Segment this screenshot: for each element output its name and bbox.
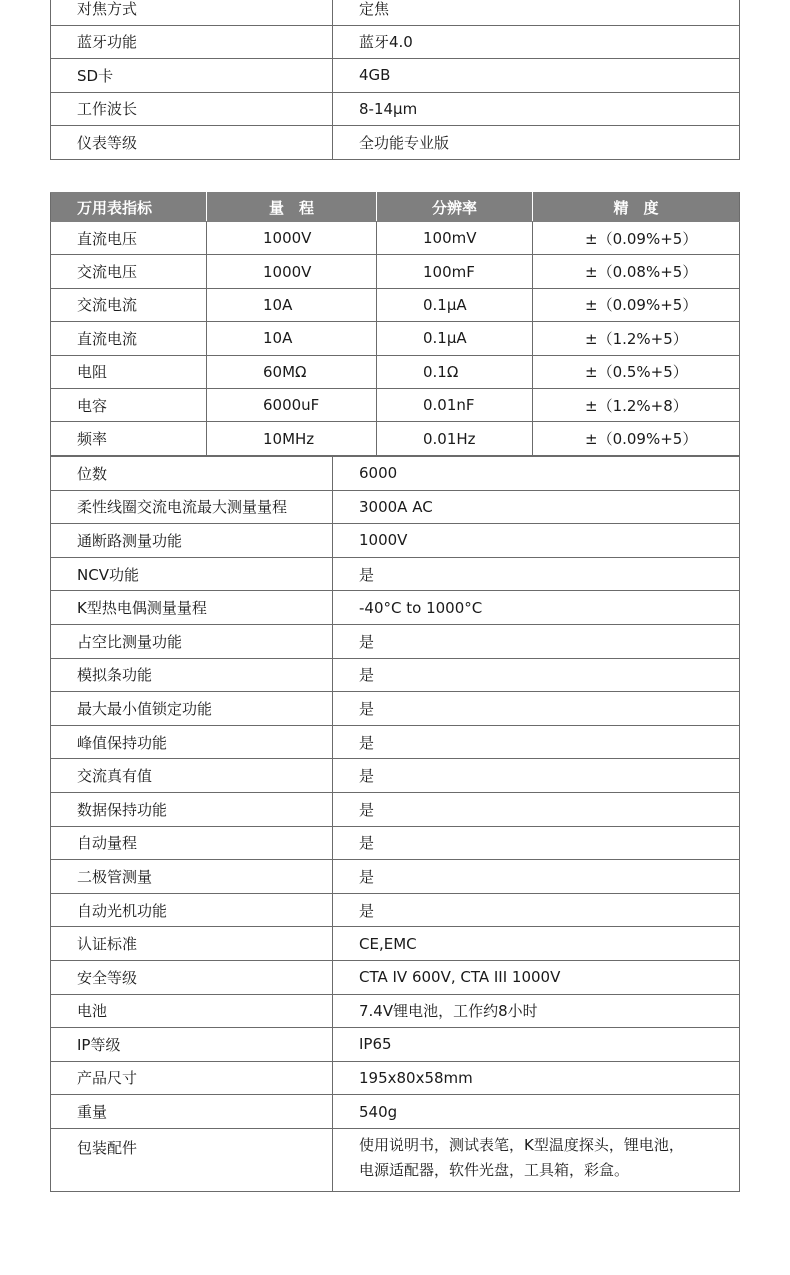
table-row — [51, 893, 740, 927]
table-row — [51, 0, 740, 25]
table-row — [51, 457, 740, 491]
table-row — [51, 994, 740, 1028]
table-row — [51, 1095, 740, 1129]
table-row — [51, 92, 740, 126]
spec-value: -40°C to 1000°C — [333, 591, 740, 625]
spec-value: 3000A AC — [333, 490, 740, 524]
spec-label: 最大最小值锁定功能 — [51, 692, 333, 726]
multimeter-spec-table — [50, 192, 740, 456]
table-row — [51, 826, 740, 860]
table-row — [51, 422, 740, 455]
spec-value: 是 — [333, 692, 740, 726]
cell-range: 60MΩ — [207, 355, 377, 388]
table-row — [51, 557, 740, 591]
package-line-2: 电源适配器，软件光盘，工具箱，彩盒。 — [359, 1160, 630, 1179]
spec-label: 交流真有值 — [51, 759, 333, 793]
spec-value: 是 — [333, 658, 740, 692]
table-row — [51, 1128, 740, 1191]
cell-resolution: 0.1Ω — [377, 355, 533, 388]
cell-range: 10A — [207, 288, 377, 321]
spec-label: 自动量程 — [51, 826, 333, 860]
spec-label: 安全等级 — [51, 960, 333, 994]
spec-value: 是 — [333, 792, 740, 826]
cell-resolution: 100mV — [377, 222, 533, 255]
spec-value: 195x80x58mm — [333, 1061, 740, 1095]
header-indicator: 万用表指标 — [51, 193, 207, 222]
spec-label: 模拟条功能 — [51, 658, 333, 692]
cell-name: 电阻 — [51, 355, 207, 388]
spec-label: 自动光机功能 — [51, 893, 333, 927]
table-row — [51, 288, 740, 321]
spec-value — [333, 1128, 740, 1191]
spec-label: NCV功能 — [51, 557, 333, 591]
table-row — [51, 355, 740, 388]
cell-resolution: 100mF — [377, 255, 533, 288]
spec-label: 包装配件 — [51, 1128, 333, 1191]
cell-resolution: 0.1μA — [377, 322, 533, 355]
cell-accuracy: ±（1.2%+8） — [533, 388, 740, 421]
cell-range: 10MHz — [207, 422, 377, 455]
table-row — [51, 658, 740, 692]
table-row — [51, 222, 740, 255]
spec-value: 定焦 — [333, 0, 740, 25]
spec-label: K型热电偶测量量程 — [51, 591, 333, 625]
table-row — [51, 860, 740, 894]
spec-value: 是 — [333, 893, 740, 927]
spec-label: 占空比测量功能 — [51, 624, 333, 658]
spec-value: 是 — [333, 725, 740, 759]
table-row — [51, 255, 740, 288]
spec-label: 认证标准 — [51, 927, 333, 961]
cell-accuracy: ±（0.5%+5） — [533, 355, 740, 388]
spec-value: 蓝牙4.0 — [333, 25, 740, 59]
table-row — [51, 1061, 740, 1095]
cell-accuracy: ±（0.09%+5） — [533, 422, 740, 455]
spec-value: IP65 — [333, 1028, 740, 1062]
table-row — [51, 692, 740, 726]
spec-value: 全功能专业版 — [333, 126, 740, 160]
cell-resolution: 0.1μA — [377, 288, 533, 321]
spec-label: 二极管测量 — [51, 860, 333, 894]
cell-name: 直流电流 — [51, 322, 207, 355]
cell-accuracy: ±（1.2%+5） — [533, 322, 740, 355]
table-row — [51, 388, 740, 421]
cell-range: 1000V — [207, 222, 377, 255]
table-row — [51, 490, 740, 524]
header-range: 量 程 — [207, 193, 377, 222]
table-row — [51, 927, 740, 961]
spec-label: 产品尺寸 — [51, 1061, 333, 1095]
spec-value: CTA IV 600V, CTA III 1000V — [333, 960, 740, 994]
cell-resolution: 0.01Hz — [377, 422, 533, 455]
spec-value: 是 — [333, 759, 740, 793]
cell-name: 频率 — [51, 422, 207, 455]
spec-table-top — [50, 0, 740, 160]
spec-table-bottom — [50, 456, 740, 1192]
table-row — [51, 25, 740, 59]
spec-value: 4GB — [333, 59, 740, 93]
spec-value: 6000 — [333, 457, 740, 491]
spec-value: 是 — [333, 557, 740, 591]
table-row — [51, 792, 740, 826]
spec-label: 仪表等级 — [51, 126, 333, 160]
spec-label: 电池 — [51, 994, 333, 1028]
cell-accuracy: ±（0.09%+5） — [533, 222, 740, 255]
table-row — [51, 725, 740, 759]
spec-label: 数据保持功能 — [51, 792, 333, 826]
spec-label: 柔性线圈交流电流最大测量量程 — [51, 490, 333, 524]
spec-value: 是 — [333, 624, 740, 658]
spec-label: SD卡 — [51, 59, 333, 93]
cell-name: 交流电流 — [51, 288, 207, 321]
cell-range: 6000uF — [207, 388, 377, 421]
package-line-1: 使用说明书，测试表笔，K型温度探头，锂电池， — [359, 1135, 684, 1154]
spec-label: 通断路测量功能 — [51, 524, 333, 558]
table-row — [51, 591, 740, 625]
table-row — [51, 59, 740, 93]
table-row — [51, 1028, 740, 1062]
table-row — [51, 126, 740, 160]
spec-value: 8-14μm — [333, 92, 740, 126]
spec-value: 7.4V锂电池，工作约8小时 — [333, 994, 740, 1028]
table-row — [51, 322, 740, 355]
spec-label: 蓝牙功能 — [51, 25, 333, 59]
spec-label: IP等级 — [51, 1028, 333, 1062]
table-row — [51, 960, 740, 994]
spec-label: 峰值保持功能 — [51, 725, 333, 759]
spec-value: 540g — [333, 1095, 740, 1129]
table-row — [51, 624, 740, 658]
cell-name: 直流电压 — [51, 222, 207, 255]
spec-value: 1000V — [333, 524, 740, 558]
spec-value: CE,EMC — [333, 927, 740, 961]
spec-value: 是 — [333, 826, 740, 860]
spec-label: 重量 — [51, 1095, 333, 1129]
spec-label: 位数 — [51, 457, 333, 491]
cell-accuracy: ±（0.09%+5） — [533, 288, 740, 321]
table-row — [51, 524, 740, 558]
spec-label: 工作波长 — [51, 92, 333, 126]
header-resolution: 分辨率 — [377, 193, 533, 222]
cell-name: 电容 — [51, 388, 207, 421]
header-accuracy: 精 度 — [533, 193, 740, 222]
table-row — [51, 759, 740, 793]
cell-resolution: 0.01nF — [377, 388, 533, 421]
spec-label: 对焦方式 — [51, 0, 333, 25]
cell-range: 10A — [207, 322, 377, 355]
spec-value: 是 — [333, 860, 740, 894]
cell-name: 交流电压 — [51, 255, 207, 288]
cell-accuracy: ±（0.08%+5） — [533, 255, 740, 288]
cell-range: 1000V — [207, 255, 377, 288]
table-header-row — [51, 193, 740, 222]
